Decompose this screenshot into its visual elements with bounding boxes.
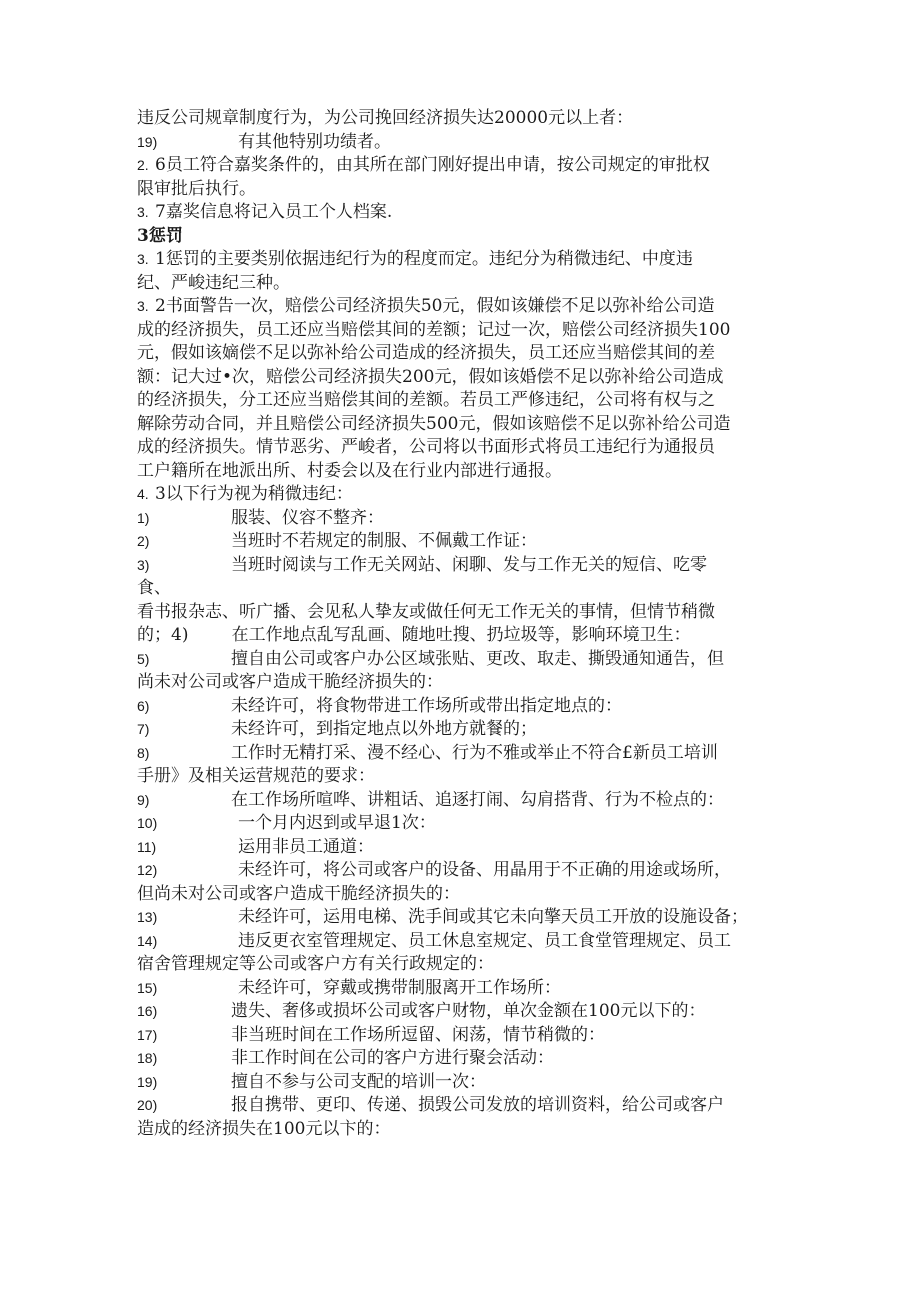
list-item [137,507,777,531]
text-line [137,272,777,296]
item-number: 13) [137,909,158,925]
text-line [137,436,777,460]
list-item [137,131,777,155]
line-text: 宿舍管理规定等公司或客户方有关行政规定的： [137,954,494,974]
line-text: 额：记大过•次，赔偿公司经济损失200元，假如该婚偿不足以弥补给公司造成 [137,366,724,387]
text-line [137,342,777,366]
line-text: 7嘉奖信息将记入员工个人档案. [155,202,393,222]
line-text: 的；4) 在工作地点乱写乱画、随地吐搜、扔垃圾等，影响环境卫生： [137,625,691,645]
list-item [137,789,777,813]
line-text: 报自携带、更印、传递、损毁公司发放的培训资料，给公司或客户 [231,1095,724,1115]
section-number: 3. [137,298,149,314]
line-text: 擅自由公司或客户办公区域张贴、更改、取走、撕毁通知通告，但 [231,648,724,669]
item-number: 18) [137,1050,158,1066]
section-number: 2. [137,157,149,173]
list-item [137,695,777,719]
line-text: 当班时阅读与工作无关网站、闲聊、发与工作无关的短信、吃零 [231,554,707,575]
line-text: 工户籍所在地派出所、村委会以及在行业内部进行通报。 [137,460,562,481]
item-number: 17) [137,1026,158,1043]
line-text: 未经许可，穿戴或携带制服离开工作场所： [238,977,561,998]
list-item [137,1071,777,1095]
line-text: 一个月内迟到或早退1次： [238,813,436,833]
section-number: 4. [137,486,149,502]
text-line [137,1118,777,1142]
section-item [137,483,777,507]
list-item [137,1047,777,1071]
list-item [137,930,777,954]
list-item [137,1094,777,1118]
item-number: 16) [137,1003,158,1019]
item-number: 14) [137,932,158,949]
line-text: 有其他特别功绩者。 [238,131,391,152]
line-text: 未经许可，将食物带进工作场所或带出指定地点的： [231,695,622,716]
text-line [137,413,777,437]
line-text: 成的经济损失，员工还应当赔偿其间的差额；记过一次，赔偿公司经济损失100 [137,319,731,340]
list-item [137,812,777,836]
item-number: 2) [137,533,150,549]
line-text: 工作时无精打采、漫不经心、行为不雅或举止不符合£新员工培训 [231,742,718,763]
line-text: 成的经济损失。情节恶劣、严峻者，公司将以书面形式将员工违纪行为通报员 [137,437,715,457]
line-text: 遗失、奢侈或损坏公司或客户财物，单次金额在100元以下的： [231,1001,706,1021]
line-text: 限审批后执行。 [137,178,256,199]
line-text: 非当班时间在工作场所逗留、闲荡，情节稍微的： [231,1024,605,1045]
line-text: 违反更衣室管理规定、员工休息室规定、员工食堂管理规定、员工 [238,930,731,951]
line-text: 服装、仪容不整齐： [231,507,384,528]
line-text: 纪、严峻违纪三种。 [137,272,290,293]
line-text: 未经许可，到指定地点以外地方就餐的； [231,719,537,739]
text-line [137,319,777,343]
line-text: 6员工符合嘉奖条件的，由其所在部门刚好提出申请，按公司规定的审批权 [155,155,710,175]
section-heading [137,225,777,249]
item-number: 1) [137,509,150,526]
item-number: 5) [137,650,150,667]
line-text: 元，假如该嫡偿不足以弥补给公司造成的经济损失，员工还应当赔偿其间的差 [137,343,715,363]
line-text: 擅自不参与公司支配的培训一次： [231,1071,486,1092]
line-text: 造成的经济损失在100元以卞的： [137,1118,391,1139]
line-text: 2书面警告一次，赔偿公司经济损失50元，假如该嫌偿不足以弥补给公司造 [155,296,715,316]
list-item [137,906,777,930]
text-line [137,577,777,601]
item-number: 19) [137,133,158,150]
item-number: 20) [137,1097,158,1113]
text-line [137,178,777,202]
list-item [137,530,777,554]
item-number: 10) [137,815,158,831]
line-text: 食、 [137,578,171,598]
list-item [137,1024,777,1048]
text-line [137,107,777,131]
document-body [137,107,777,1141]
list-item [137,648,777,672]
item-number: 3) [137,556,150,573]
list-item [137,554,777,578]
section-item [137,154,777,178]
line-text: 手册》及相关运营规范的要求： [137,766,375,786]
section-item [137,295,777,319]
line-text: 看书报杂志、听广播、会见私人挚友或做任何无工作无关的事情，但情节稍微 [137,601,715,622]
line-text: 尚未对公司或客户造成干脆经济损失的： [137,672,443,692]
section-number: 3. [137,251,149,267]
text-line [137,624,777,648]
line-text: 3以下行为视为稍微违纪： [155,484,353,504]
list-item [137,836,777,860]
list-item [137,1000,777,1024]
line-text: 非工作时间在公司的客户方进行聚会活动： [231,1048,554,1068]
item-number: 8) [137,744,150,761]
line-text: 违反公司规章制度行为，为公司挽回经济损失达20000元以上者： [137,108,634,128]
section-item [137,248,777,272]
text-line [137,366,777,390]
text-line [137,671,777,695]
text-line [137,389,777,413]
heading-text: 3惩罚 [137,225,183,246]
line-text: 的经济损失，分工还应当赔偿其间的差额。若员工严修违纪，公司将有权与之 [137,390,715,410]
item-number: 11) [137,838,157,855]
item-number: 6) [137,697,150,714]
text-line [137,953,777,977]
line-text: 但尚未对公司或客户造成干脆经济损失的： [137,883,460,904]
line-text: 解除劳动合同，并且赔偿公司经济损失500元，假如该赔偿不足以弥补给公司造 [137,413,731,434]
line-text: 1惩罚的主要类别依据违纪行为的程度而定。违纪分为稍微违纪、中度违 [155,249,693,269]
text-line [137,601,777,625]
item-number: 7) [137,721,150,737]
section-item [137,201,777,225]
item-number: 15) [137,979,158,996]
item-number: 9) [137,791,150,808]
text-line [137,460,777,484]
list-item [137,742,777,766]
list-item [137,718,777,742]
line-text: 当班时不若规定的制服、不佩戴工作证： [231,531,537,551]
line-text: 在工作场所喧哗、讲粗话、追逐打闹、勾肩搭背、行为不检点的： [231,789,724,810]
line-text: 未经许可，运用电梯、洗手间或其它未向擎天员工开放的设施设备； [238,907,748,927]
line-text: 运用非员工通道： [238,836,374,857]
line-text: 未经许可，将公司或客户的设备、用晶用于不正确的用途或场所， [238,860,731,880]
list-item [137,859,777,883]
text-line [137,883,777,907]
text-line [137,765,777,789]
item-number: 19) [137,1073,158,1090]
list-item [137,977,777,1001]
item-number: 12) [137,862,158,878]
section-number: 3. [137,204,149,220]
